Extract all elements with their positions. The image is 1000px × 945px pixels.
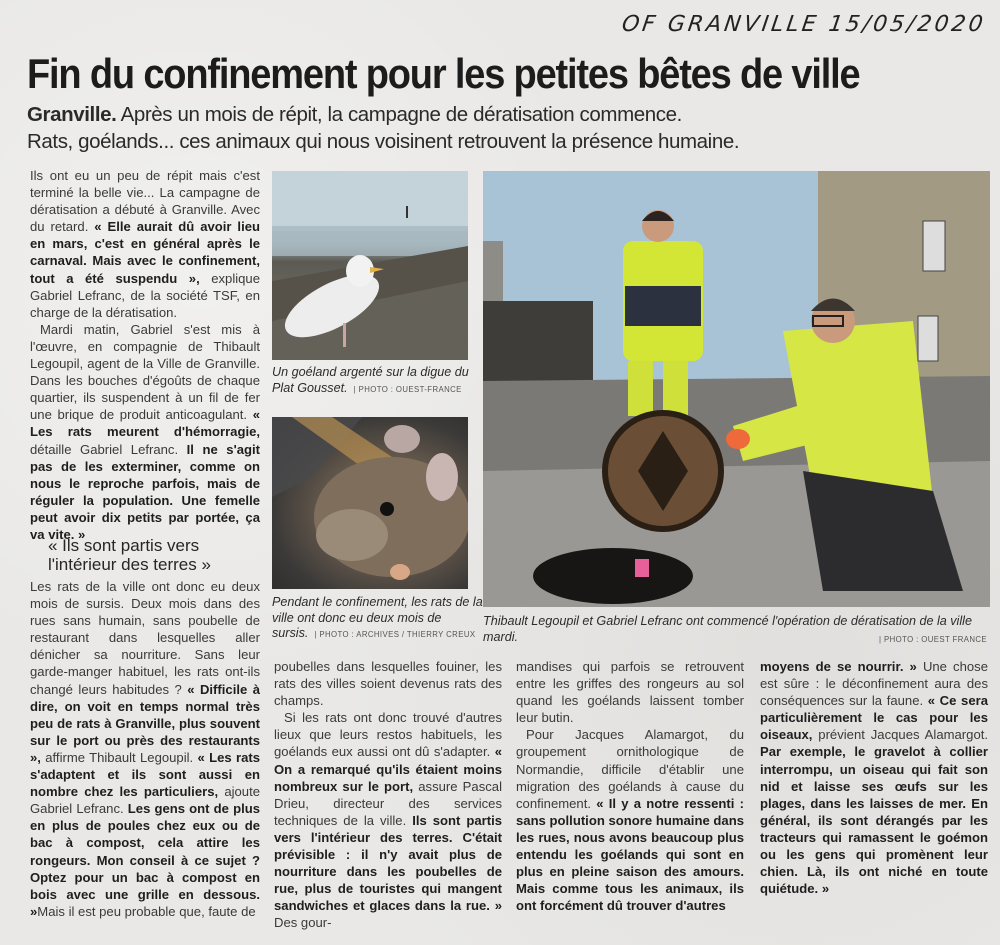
- standfirst-line1: Granville. Après un mois de répit, la campagne de dératisation commence.: [27, 103, 682, 126]
- photo-rat: [272, 417, 468, 589]
- photo-credit: | PHOTO : OUEST FRANCE: [878, 635, 987, 644]
- photo-credit: | PHOTO : OUEST-FRANCE: [353, 384, 462, 394]
- workers-illustration: [483, 171, 990, 607]
- headline: Fin du confinement pour les petites bêtes de ville: [27, 50, 860, 97]
- standfirst-line2: Rats, goélands... ces animaux qui nous voisinent retrouvent la présence humaine.: [27, 130, 740, 153]
- article-column-1: [30, 167, 260, 543]
- caption-gull: Un goéland argenté sur la digue du Plat Gousset. | PHOTO : OUEST-FRANCE: [272, 365, 469, 395]
- paragraph-2: Mardi matin, Gabriel s'est mis à l'œuvre, en compagnie de Thibault Legoupil, agent de la Ville de Granville. Dans les bouches d'égoûts de chaque quartier, ils suspendent à un fil de fer une brique de produit anticoagulant. « Les rats meurent d'hémorragie, détaille Gabriel Lefranc. Il ne s'agit pas de les exterminer, comme on nous le reproche parfois, mais de réguler la population. Une femelle peut avoir dix petits par portée, ça va vite. »: [30, 321, 260, 542]
- caption-main: Thibault Legoupil et Gabriel Lefranc ont commencé l'opération de dératisation de la ville mardi. | PHOTO : OUEST FRANCE: [483, 614, 993, 645]
- article-column-2: [274, 658, 502, 932]
- photo-gull: [272, 171, 468, 360]
- paragraph-3-tail: Mais il est peu probable que, faute de: [37, 903, 256, 919]
- paragraph-5: Pour Jacques Alamargot, du groupement ornithologique de Normandie, difficile d'établir une migration des goélands à cause du confinement. « Il y a notre ressenti : sans pollution sonore humaine dans les rues, nous avons beaucoup plus entendu les goélands qui sont en plus en pleine saison des amours. Mais comme tous les animaux, ils ont forcément dû trouver d'autres: [516, 727, 745, 914]
- paragraph-3-end: poubelles dans lesquelles fouiner, les rats des villes soient devenus rats des champs.: [274, 659, 502, 709]
- photo-credit: | PHOTO : ARCHIVES / THIERRY CREUX: [314, 630, 476, 639]
- subhead: « Ils sont partis vers l'intérieur des terres »: [48, 536, 211, 574]
- paragraph-3: Les rats de la ville ont donc eu deux mois de sursis. Deux mois dans des rues sans humain, sans poubelle de restaurant dans lesquelles aller dénicher sa nourriture. Sans leur garde-manger habituel, les rats ont-ils changé leurs habitudes ? « Difficile à dire, on voit en temps normal très peu de rats à Granville, plus souvent sur le port ou près des restaurants », affirme Thibault Legoupil. « Les rats s'adaptent et ils sont aussi en nombre chez les particuliers, ajoute Gabriel Lefranc. Les gens ont de plus en plus de poules chez eux ou de bac à compost, cela attire les rongeurs. Mon conseil à ce sujet ? Optez pour un bac à compost en bois avec une grille en dessous. »Mais il est peu probable que, faute de: [30, 579, 261, 919]
- paragraph-1: Ils ont eu un peu de répit mais c'est terminé la belle vie... La campagne de dératisation a débuté à Granville. Avec du retard. « Elle aurait dû avoir lieu en mars, c'est en général après le carnaval. Mais avec le confinement, tout a été suspendu », explique Gabriel Lefranc, de la société TSF, en charge de la dératisation.: [30, 168, 261, 320]
- paragraph-4: Si les rats ont donc trouvé d'autres lieux que leurs restos habituels, les goélands eux aussi ont dû s'adapter. « On a remarqué qu'ils étaient moins nombreux sur le port, assure Pascal Drieu, directeur des services techniques de la ville. Ils sont partis vers l'intérieur des terres. C'était prévisible : il n'y avait plus de nourriture dans les poubelles de rue, plus de touristes qui mangent sandwiches et glaces dans la rue. » Des gour-: [274, 710, 502, 931]
- gull-illustration: [272, 171, 468, 360]
- article-column-3: [516, 658, 744, 914]
- paragraph-5-end: moyens de se nourrir. » Une chose est sûre : le déconfinement aura des conséquences sur la faune. « Ce sera particulièrement le cas pour les oiseaux, prévient Jacques Alamargot. Par exemple, le gravelot à collier interrompu, un oiseau qui fait son nid et laisse ses œufs sur les plages, dans les laisses de mer. En général, ils sont dérangés par les tracteurs qui ramassent le goémon ou les gens qui promènent leur chien. Là, ils ont niché en toute quiétude. »: [760, 659, 988, 897]
- rat-illustration: [272, 417, 468, 589]
- standfirst: [27, 101, 787, 155]
- paragraph-4-tail: Des gour-: [274, 915, 332, 931]
- dateline-location: Granville.: [27, 103, 117, 126]
- paragraph-4-end: mandises qui parfois se retrouvent entre les griffes des rongeurs au sol quand les goélands laissent tomber leur butin.: [516, 659, 744, 726]
- handwritten-annotation: OF GRANVILLE 15/05/2020: [620, 12, 988, 37]
- photo-main: [483, 171, 990, 607]
- paragraph-5-quote-part: « Il y a notre ressenti : sans pollution sonore humaine dans les rues, nous avons beaucoup plus entendu les goélands qui sont en plus en pleine saison des amours. Mais comme tous les animaux, ils ont forcément dû trouver d'autres: [516, 795, 745, 914]
- caption-rat: Pendant le confinement, les rats de la ville ont donc eu deux mois de sursis. | PHOTO : ARCHIVES / THIERRY CREUX: [272, 595, 483, 640]
- article-column-4: [760, 658, 988, 897]
- article-column-1-continued: [30, 578, 260, 920]
